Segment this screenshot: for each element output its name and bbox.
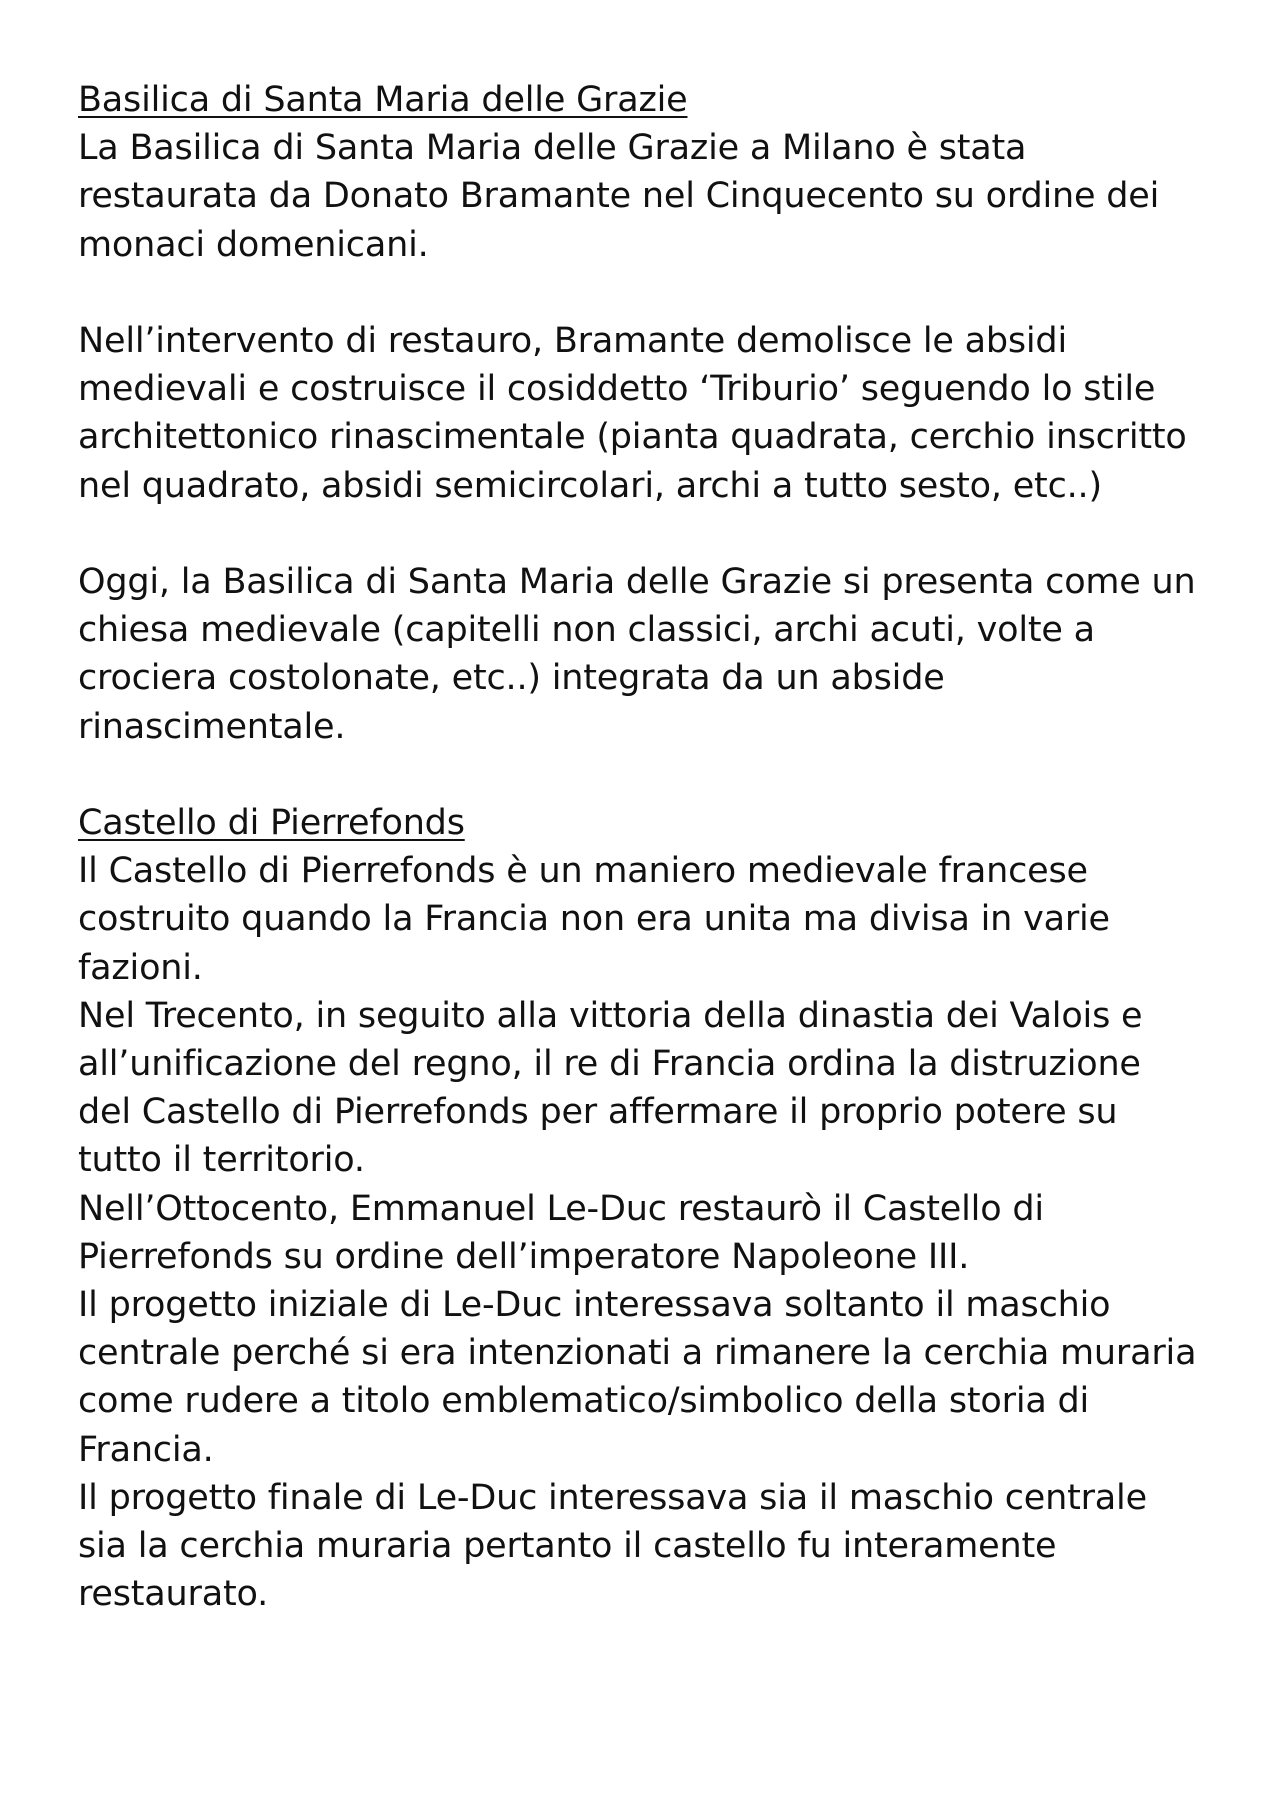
paragraph-castello-destruction: [78, 992, 1228, 1185]
text-line: restaurato.: [78, 1574, 269, 1615]
text-line: del Castello di Pierrefonds per affermare il proprio potere su: [78, 1092, 1118, 1133]
section-heading-basilica: Basilica di Santa Maria delle Grazie: [78, 80, 688, 120]
section-heading-castello: Castello di Pierrefonds: [78, 803, 465, 843]
text-line: rinascimentale.: [78, 706, 346, 747]
text-line: crociera costolonate, etc..) integrata da un abside: [78, 658, 945, 699]
paragraph-spacer: [78, 269, 1228, 317]
text-line: Pierrefonds su ordine dell’imperatore Napoleone III.: [78, 1236, 970, 1277]
text-line: monaci domenicani.: [78, 224, 429, 265]
text-line: all’unificazione del regno, il re di Francia ordina la distruzione: [78, 1044, 1141, 1085]
text-line: Francia.: [78, 1429, 214, 1470]
paragraph-initial-project: [78, 1281, 1228, 1474]
text-line: Nell’intervento di restauro, Bramante demolisce le absidi: [78, 321, 1067, 361]
paragraph-final-project: [78, 1474, 1228, 1619]
text-line: chiesa medievale (capitelli non classici, archi acuti, volte a: [78, 610, 1095, 651]
document-page: [78, 76, 1228, 1618]
text-line: tutto il territorio.: [78, 1140, 365, 1181]
text-line: Il progetto iniziale di Le-Duc interessava soltanto il maschio: [78, 1285, 1111, 1326]
text-line: Il Castello di Pierrefonds è un maniero medievale francese: [78, 851, 1088, 892]
paragraph-bramante-intervention: [78, 317, 1228, 510]
text-line: restaurata da Donato Bramante nel Cinquecento su ordine dei: [78, 176, 1160, 217]
text-line: Nell’Ottocento, Emmanuel Le-Duc restaurò il Castello di: [78, 1188, 1044, 1229]
paragraph-castello-origin: [78, 847, 1228, 992]
paragraph-basilica-today: [78, 558, 1228, 751]
text-line: nel quadrato, absidi semicircolari, archi a tutto sesto, etc..): [78, 465, 1102, 506]
text-line: architettonico rinascimentale (pianta quadrata, cerchio inscritto: [78, 417, 1187, 458]
section-spacer: [78, 751, 1228, 799]
text-line: fazioni.: [78, 947, 203, 988]
text-line: Nel Trecento, in seguito alla vittoria della dinastia dei Valois e: [78, 995, 1143, 1036]
text-line: centrale perché si era intenzionati a rimanere la cerchia muraria: [78, 1333, 1197, 1374]
text-line: costruito quando la Francia non era unita ma divisa in varie: [78, 899, 1110, 940]
text-line: Il progetto finale di Le-Duc interessava sia il maschio centrale: [78, 1477, 1147, 1518]
text-line: sia la cerchia muraria pertanto il castello fu interamente: [78, 1526, 1057, 1567]
paragraph-basilica-restoration: [78, 124, 1228, 269]
text-line: Oggi, la Basilica di Santa Maria delle Grazie si presenta come un: [78, 562, 1196, 602]
paragraph-castello-restoration: [78, 1185, 1228, 1281]
paragraph-spacer: [78, 510, 1228, 558]
text-line: medievali e costruisce il cosiddetto ‘Triburio’ seguendo lo stile: [78, 369, 1156, 410]
text-line: La Basilica di Santa Maria delle Grazie a Milano è stata: [78, 128, 1027, 169]
text-line: come rudere a titolo emblematico/simbolico della storia di: [78, 1381, 1090, 1422]
